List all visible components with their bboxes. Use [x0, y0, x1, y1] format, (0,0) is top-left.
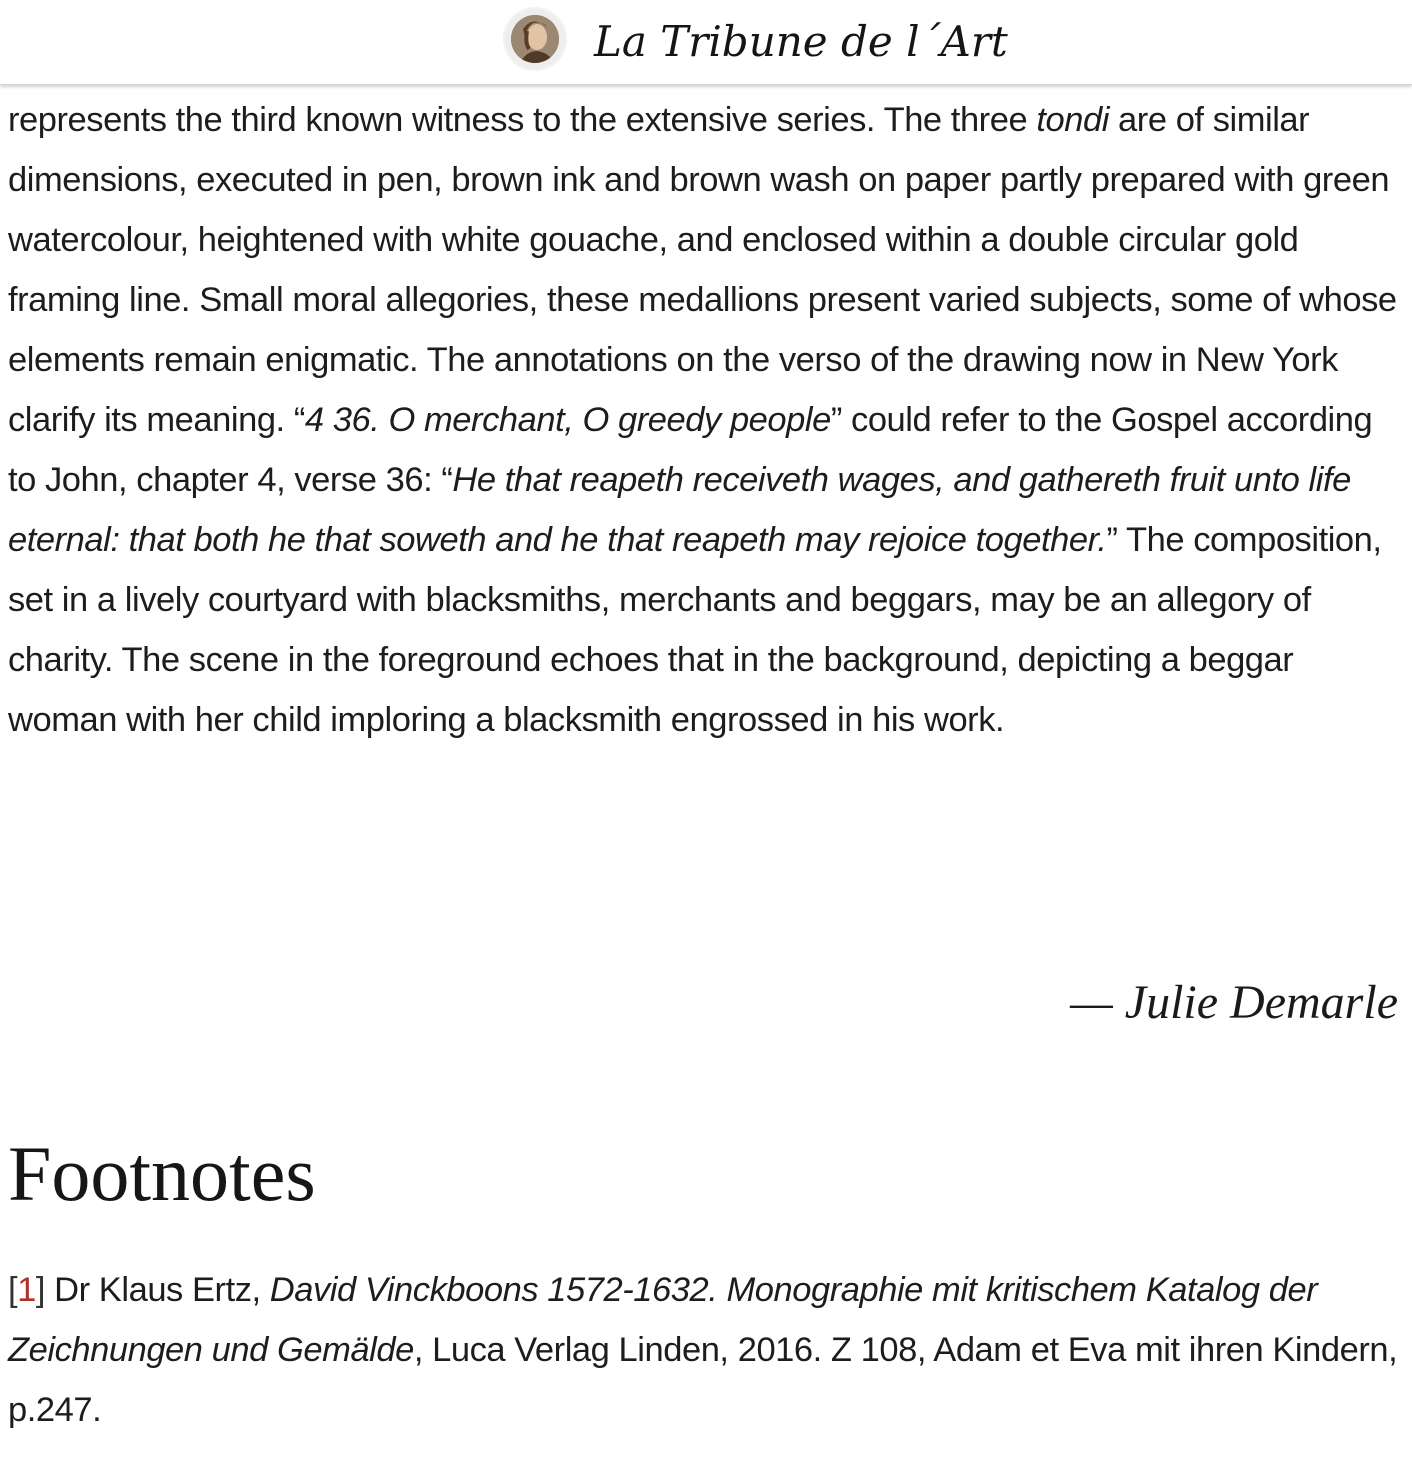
article-paragraph — [8, 90, 1404, 750]
article-text: are of similar dimensions, executed in pen, brown ink and brown wash on paper partly prepared with green watercolour, heightened with white gouache, and enclosed within a double circular gold framing line. Small moral allegories, these medallions present varied subjects, some of whose elements remain enigmatic. The annotations on the verso of the drawing now in New York clarify its meaning. “ — [8, 101, 1397, 439]
author-signature: — Julie Demarle — [1070, 976, 1398, 1029]
article-text: ” could refer to the Gospel according to John, chapter 4, verse 36: “ — [8, 401, 1373, 499]
article-italic-quote: 4 36. O merchant, O greedy people — [304, 401, 831, 439]
footnote-text: Dr Klaus Ertz, — [45, 1271, 270, 1309]
footnotes-heading: Footnotes — [8, 1130, 316, 1217]
footnote-book-title: David Vinckboons 1572-1632. Monographie mit kritischem Katalog der Zeichnungen und Gemälde — [8, 1271, 1318, 1369]
footnote-text: , Luca Verlag Linden, 2016. Z 108, Adam et Eva mit ihren Kindern, p.247. — [8, 1331, 1398, 1429]
footnote-bracket: ] — [35, 1271, 46, 1309]
footnote-bracket: [ — [8, 1271, 18, 1309]
footnote-backlink[interactable]: 1 — [17, 1271, 36, 1309]
article-text: ” The composition, set in a lively courtyard with blacksmiths, merchants and beggars, may be an allegory of charity. The scene in the foreground echoes that in the background, depicting a beggar woman with her child imploring a blacksmith engrossed in his work. — [8, 521, 1382, 739]
article-text: represents the third known witness to the extensive series. The three — [8, 101, 1037, 139]
article-italic-term: tondi — [1036, 101, 1109, 139]
footnote-item — [8, 1260, 1404, 1440]
article-italic-quote: He that reapeth receiveth wages, and gathereth fruit unto life eternal: that both he that soweth and he that reapeth may rejoice together. — [8, 461, 1351, 559]
site-logo-text[interactable]: La Tribune de l´Art — [594, 17, 1008, 66]
portrait-medallion-icon[interactable] — [503, 7, 567, 71]
site-header — [0, 0, 1412, 85]
